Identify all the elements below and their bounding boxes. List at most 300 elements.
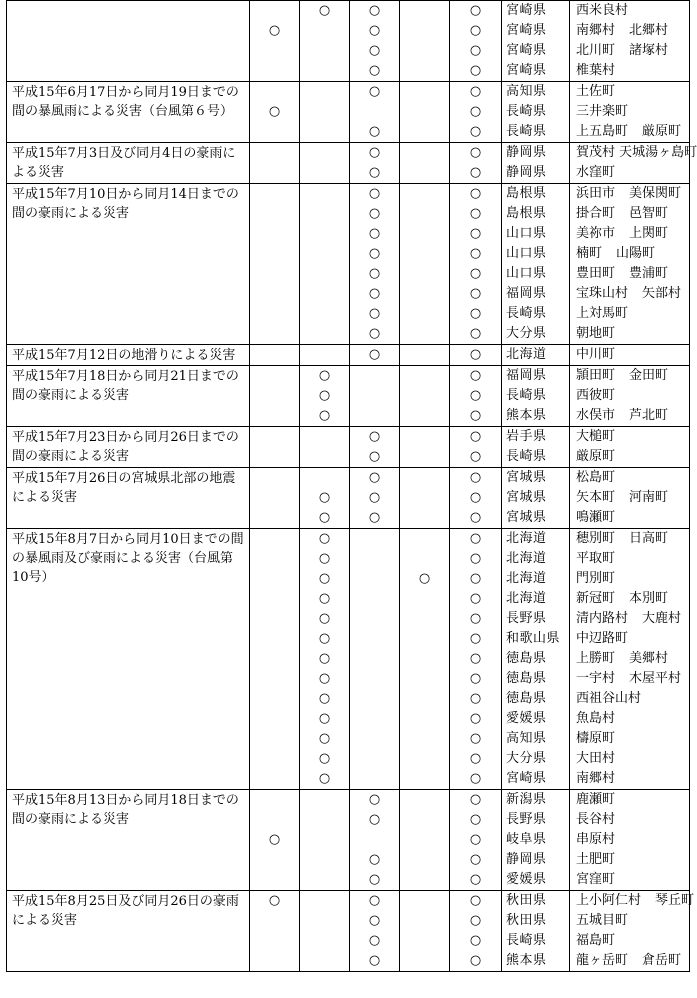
circle-mark	[250, 810, 299, 830]
circle-mark	[350, 709, 399, 729]
municipality-name: 厳原町	[642, 124, 682, 139]
circle-mark: ○	[469, 792, 482, 807]
municipality-name: 琴丘町	[655, 893, 695, 908]
prefecture-name: 北海道	[506, 347, 547, 362]
circle-mark	[250, 790, 299, 810]
prefecture-name: 静岡県	[506, 852, 547, 867]
mark-column-5	[450, 427, 502, 468]
circle-mark	[400, 224, 449, 244]
circle-mark: ○	[469, 3, 482, 18]
circle-mark: ○	[469, 731, 482, 746]
table-row	[7, 184, 690, 345]
municipality-name: 水窪町	[576, 165, 616, 180]
circle-mark: ○	[469, 510, 482, 525]
mark-column-1	[250, 82, 300, 143]
municipality-name: 平取町	[576, 551, 616, 566]
disaster-event-cell: 平成15年7月12日の地滑りによる災害	[7, 345, 250, 366]
municipality-line	[570, 468, 689, 488]
mark-column-3	[350, 427, 400, 468]
municipality-line	[570, 549, 689, 569]
municipality-column	[570, 82, 690, 143]
circle-mark	[350, 406, 399, 426]
circle-mark	[400, 427, 449, 447]
circle-mark: ○	[368, 326, 381, 341]
circle-mark: ○	[469, 872, 482, 887]
municipality-line	[570, 122, 689, 142]
prefecture-name: 愛媛県	[506, 872, 547, 887]
table-row	[7, 366, 690, 427]
circle-mark	[400, 82, 449, 102]
municipality-line	[570, 204, 689, 224]
circle-mark	[350, 729, 399, 749]
circle-mark	[250, 406, 299, 426]
circle-mark: ○	[368, 226, 381, 241]
circle-mark	[250, 224, 299, 244]
prefecture-name: 北海道	[506, 551, 547, 566]
circle-mark	[400, 729, 449, 749]
municipality-column	[570, 468, 690, 529]
disaster-table	[6, 0, 697, 972]
municipality-name: 鹿瀬町	[576, 792, 616, 807]
circle-mark	[400, 345, 449, 365]
prefecture-name: 長崎県	[506, 104, 547, 119]
circle-mark: ○	[469, 306, 482, 321]
circle-mark	[250, 508, 299, 528]
circle-mark: ○	[469, 124, 482, 139]
circle-mark	[400, 589, 449, 609]
disaster-event-cell: 平成15年7月18日から同月21日までの間の豪雨による災害	[7, 366, 250, 427]
circle-mark	[300, 951, 349, 971]
prefecture-name: 長崎県	[506, 933, 547, 948]
municipality-name: 宝珠山村	[576, 286, 629, 301]
municipality-line	[570, 830, 689, 850]
circle-mark	[250, 769, 299, 789]
municipality-column	[570, 891, 695, 972]
prefecture-name: 福岡県	[506, 286, 547, 301]
circle-mark	[400, 406, 449, 426]
disaster-event-cell: 平成15年7月23日から同月26日までの間の豪雨による災害	[7, 427, 250, 468]
mark-column-3	[350, 184, 400, 345]
circle-mark	[400, 366, 449, 386]
municipality-line	[570, 911, 689, 931]
municipality-name: 門別町	[576, 571, 616, 586]
disaster-event-cell	[7, 1, 250, 82]
municipality-name: 長谷村	[576, 812, 616, 827]
circle-mark: ○	[469, 206, 482, 221]
circle-mark: ○	[368, 913, 381, 928]
circle-mark: ○	[469, 388, 482, 403]
circle-mark	[250, 649, 299, 669]
prefecture-column	[502, 790, 570, 891]
mark-column-1	[250, 891, 300, 972]
municipality-line	[570, 790, 689, 810]
municipality-line	[570, 870, 689, 890]
circle-mark	[250, 427, 299, 447]
municipality-name: 中川町	[576, 347, 616, 362]
circle-mark: ○	[368, 286, 381, 301]
municipality-line	[570, 891, 695, 911]
municipality-name: 松島町	[576, 470, 616, 485]
circle-mark	[300, 21, 349, 41]
prefecture-name: 長崎県	[506, 306, 547, 321]
table-row	[7, 345, 690, 366]
circle-mark: ○	[318, 611, 331, 626]
mark-column-1	[250, 1, 300, 82]
prefecture-name: 島根県	[506, 186, 547, 201]
municipality-line	[570, 729, 689, 749]
municipality-name: 南郷村	[576, 771, 616, 786]
circle-mark	[250, 264, 299, 284]
municipality-name: 椎葉村	[576, 63, 616, 78]
municipality-name: 土肥町	[576, 852, 616, 867]
disaster-event-cell: 平成15年8月25日及び同月26日の豪雨による災害	[7, 891, 250, 972]
municipality-name: 上関町	[629, 226, 669, 241]
circle-mark	[400, 649, 449, 669]
circle-mark	[300, 810, 349, 830]
circle-mark	[300, 850, 349, 870]
circle-mark	[400, 304, 449, 324]
table-row	[7, 790, 690, 891]
circle-mark: ○	[318, 691, 331, 706]
circle-mark	[300, 102, 349, 122]
prefecture-name: 大分県	[506, 751, 547, 766]
circle-mark	[250, 304, 299, 324]
circle-mark	[400, 244, 449, 264]
prefecture-name: 山口県	[506, 226, 547, 241]
municipality-name: 浜田市	[576, 186, 616, 201]
circle-mark	[250, 488, 299, 508]
circle-mark: ○	[469, 751, 482, 766]
municipality-line	[570, 143, 697, 163]
municipality-line	[570, 569, 689, 589]
mark-column-1	[250, 427, 300, 468]
circle-mark	[300, 931, 349, 951]
circle-mark: ○	[469, 611, 482, 626]
mark-column-4	[400, 82, 450, 143]
circle-mark: ○	[318, 531, 331, 546]
table-row	[7, 82, 690, 143]
circle-mark	[400, 790, 449, 810]
table-row	[7, 529, 690, 790]
circle-mark	[300, 304, 349, 324]
prefecture-column	[502, 366, 570, 427]
municipality-line	[570, 264, 689, 284]
circle-mark	[300, 41, 349, 61]
municipality-line	[570, 224, 689, 244]
circle-mark	[400, 870, 449, 890]
circle-mark: ○	[469, 671, 482, 686]
circle-mark	[400, 669, 449, 689]
municipality-name: 穂別町	[576, 531, 616, 546]
circle-mark	[400, 931, 449, 951]
circle-mark: ○	[469, 933, 482, 948]
circle-mark: ○	[368, 470, 381, 485]
prefecture-name: 静岡県	[506, 145, 547, 160]
municipality-name: 芦北町	[629, 408, 669, 423]
circle-mark	[400, 61, 449, 81]
circle-mark	[350, 366, 399, 386]
circle-mark	[300, 427, 349, 447]
circle-mark	[400, 264, 449, 284]
circle-mark	[250, 284, 299, 304]
circle-mark	[250, 931, 299, 951]
circle-mark: ○	[469, 490, 482, 505]
prefecture-name: 熊本県	[506, 408, 547, 423]
municipality-line	[570, 589, 689, 609]
municipality-name: 矢部村	[642, 286, 682, 301]
mark-column-4	[400, 143, 450, 184]
mark-column-2	[300, 468, 350, 529]
circle-mark: ○	[368, 792, 381, 807]
mark-column-3	[350, 891, 400, 972]
circle-mark	[400, 284, 449, 304]
circle-mark	[400, 810, 449, 830]
circle-mark: ○	[268, 893, 281, 908]
municipality-line	[570, 749, 689, 769]
circle-mark	[400, 468, 449, 488]
circle-mark	[300, 163, 349, 183]
circle-mark	[250, 729, 299, 749]
circle-mark	[250, 850, 299, 870]
circle-mark	[300, 61, 349, 81]
municipality-name: 清内路村	[576, 611, 629, 626]
mark-column-4	[400, 184, 450, 345]
circle-mark: ○	[469, 852, 482, 867]
circle-mark: ○	[469, 165, 482, 180]
circle-mark	[250, 122, 299, 142]
circle-mark	[300, 143, 349, 163]
circle-mark: ○	[318, 490, 331, 505]
table-row	[7, 1, 690, 82]
circle-mark	[400, 830, 449, 850]
municipality-name: 矢本町	[576, 490, 616, 505]
circle-mark	[300, 468, 349, 488]
circle-mark	[250, 529, 299, 549]
table-row	[7, 468, 690, 529]
circle-mark: ○	[268, 832, 281, 847]
circle-mark: ○	[469, 246, 482, 261]
prefecture-name: 宮崎県	[506, 3, 547, 18]
prefecture-name: 長崎県	[506, 388, 547, 403]
mark-column-3	[350, 468, 400, 529]
circle-mark	[250, 468, 299, 488]
table-row	[7, 143, 690, 184]
circle-mark	[250, 749, 299, 769]
circle-mark	[400, 1, 449, 21]
prefecture-name: 宮城県	[506, 510, 547, 525]
circle-mark: ○	[469, 771, 482, 786]
circle-mark: ○	[469, 104, 482, 119]
circle-mark	[400, 163, 449, 183]
circle-mark	[350, 549, 399, 569]
disaster-event-cell: 平成15年7月26日の宮城県北部の地震による災害	[7, 468, 250, 529]
prefecture-column	[502, 529, 570, 790]
circle-mark	[300, 911, 349, 931]
mark-column-3	[350, 1, 400, 82]
mark-column-1	[250, 468, 300, 529]
circle-mark	[250, 629, 299, 649]
mark-column-5	[450, 468, 502, 529]
circle-mark: ○	[368, 165, 381, 180]
municipality-name: 宮窪町	[576, 872, 616, 887]
circle-mark	[350, 649, 399, 669]
circle-mark	[250, 82, 299, 102]
circle-mark: ○	[469, 326, 482, 341]
circle-mark	[400, 508, 449, 528]
circle-mark	[350, 749, 399, 769]
municipality-line	[570, 304, 689, 324]
mark-column-2	[300, 891, 350, 972]
municipality-name: 美祢市	[576, 226, 616, 241]
prefecture-name: 岩手県	[506, 429, 547, 444]
municipality-name: 本別町	[629, 591, 669, 606]
circle-mark	[250, 447, 299, 467]
mark-column-5	[450, 1, 502, 82]
circle-mark	[400, 769, 449, 789]
mark-column-2	[300, 184, 350, 345]
circle-mark	[400, 184, 449, 204]
mark-column-2	[300, 366, 350, 427]
municipality-line	[570, 769, 689, 789]
circle-mark	[250, 669, 299, 689]
circle-mark: ○	[318, 510, 331, 525]
municipality-column	[570, 143, 697, 184]
circle-mark: ○	[469, 531, 482, 546]
municipality-name: 土佐町	[576, 84, 616, 99]
municipality-name: 大槌町	[576, 429, 616, 444]
municipality-name: 上対馬町	[576, 306, 629, 321]
circle-mark	[350, 589, 399, 609]
circle-mark: ○	[469, 832, 482, 847]
circle-mark	[300, 264, 349, 284]
municipality-line	[570, 41, 689, 61]
circle-mark: ○	[318, 388, 331, 403]
circle-mark	[400, 850, 449, 870]
circle-mark: ○	[368, 186, 381, 201]
circle-mark: ○	[469, 43, 482, 58]
municipality-line	[570, 102, 689, 122]
municipality-name: 新冠町	[576, 591, 616, 606]
prefecture-name: 徳島県	[506, 691, 547, 706]
circle-mark: ○	[318, 671, 331, 686]
circle-mark	[250, 184, 299, 204]
mark-column-1	[250, 345, 300, 366]
circle-mark: ○	[368, 3, 381, 18]
circle-mark	[400, 386, 449, 406]
municipality-name: 北郷村	[629, 23, 669, 38]
mark-column-4	[400, 345, 450, 366]
mark-column-4	[400, 891, 450, 972]
municipality-line	[570, 529, 689, 549]
mark-column-2	[300, 427, 350, 468]
municipality-line	[570, 1, 689, 21]
mark-column-1	[250, 790, 300, 891]
municipality-name: 大田村	[576, 751, 616, 766]
circle-mark	[300, 122, 349, 142]
circle-mark	[350, 769, 399, 789]
prefecture-column	[502, 427, 570, 468]
municipality-line	[570, 244, 689, 264]
circle-mark	[400, 21, 449, 41]
mark-column-5	[450, 790, 502, 891]
circle-mark	[250, 870, 299, 890]
mark-column-1	[250, 184, 300, 345]
circle-mark: ○	[469, 812, 482, 827]
circle-mark	[400, 447, 449, 467]
municipality-name: 南郷村	[576, 23, 616, 38]
municipality-line	[570, 649, 689, 669]
circle-mark: ○	[368, 206, 381, 221]
prefecture-column	[502, 82, 570, 143]
prefecture-name: 宮崎県	[506, 23, 547, 38]
municipality-name: 魚島村	[576, 711, 616, 726]
municipality-name: 美郷村	[629, 651, 669, 666]
prefecture-name: 島根県	[506, 206, 547, 221]
prefecture-column	[502, 891, 570, 972]
prefecture-name: 北海道	[506, 571, 547, 586]
mark-column-5	[450, 529, 502, 790]
circle-mark: ○	[469, 449, 482, 464]
municipality-column	[570, 184, 690, 345]
circle-mark	[400, 41, 449, 61]
prefecture-name: 長野県	[506, 611, 547, 626]
municipality-name: 朝地町	[576, 326, 616, 341]
circle-mark: ○	[368, 953, 381, 968]
circle-mark: ○	[469, 691, 482, 706]
municipality-column	[570, 366, 690, 427]
circle-mark	[350, 569, 399, 589]
circle-mark	[250, 386, 299, 406]
mark-column-4	[400, 790, 450, 891]
circle-mark: ○	[469, 63, 482, 78]
circle-mark: ○	[469, 591, 482, 606]
prefecture-name: 高知県	[506, 731, 547, 746]
table-row	[7, 891, 690, 972]
circle-mark	[300, 790, 349, 810]
municipality-name: 厳原町	[576, 449, 616, 464]
prefecture-name: 長野県	[506, 812, 547, 827]
circle-mark	[400, 102, 449, 122]
municipality-name: 倉岳町	[642, 953, 682, 968]
mark-column-5	[450, 366, 502, 427]
circle-mark	[250, 549, 299, 569]
municipality-line	[570, 427, 689, 447]
municipality-line	[570, 709, 689, 729]
prefecture-name: 宮崎県	[506, 63, 547, 78]
mark-column-3	[350, 345, 400, 366]
circle-mark: ○	[469, 711, 482, 726]
circle-mark	[250, 244, 299, 264]
circle-mark: ○	[318, 591, 331, 606]
circle-mark: ○	[469, 408, 482, 423]
circle-mark	[400, 709, 449, 729]
circle-mark: ○	[469, 429, 482, 444]
circle-mark: ○	[469, 226, 482, 241]
circle-mark: ○	[469, 953, 482, 968]
municipality-name: 檮原町	[576, 731, 616, 746]
circle-mark	[300, 184, 349, 204]
municipality-line	[570, 61, 689, 81]
prefecture-name: 大分県	[506, 326, 547, 341]
municipality-name: 西祖谷山村	[576, 691, 642, 706]
circle-mark	[350, 102, 399, 122]
municipality-line	[570, 345, 689, 365]
circle-mark	[400, 951, 449, 971]
circle-mark	[250, 589, 299, 609]
municipality-name: 賀茂村 天城湯ヶ島町	[576, 145, 697, 160]
prefecture-name: 宮城県	[506, 490, 547, 505]
prefecture-name: 和歌山県	[506, 631, 561, 646]
